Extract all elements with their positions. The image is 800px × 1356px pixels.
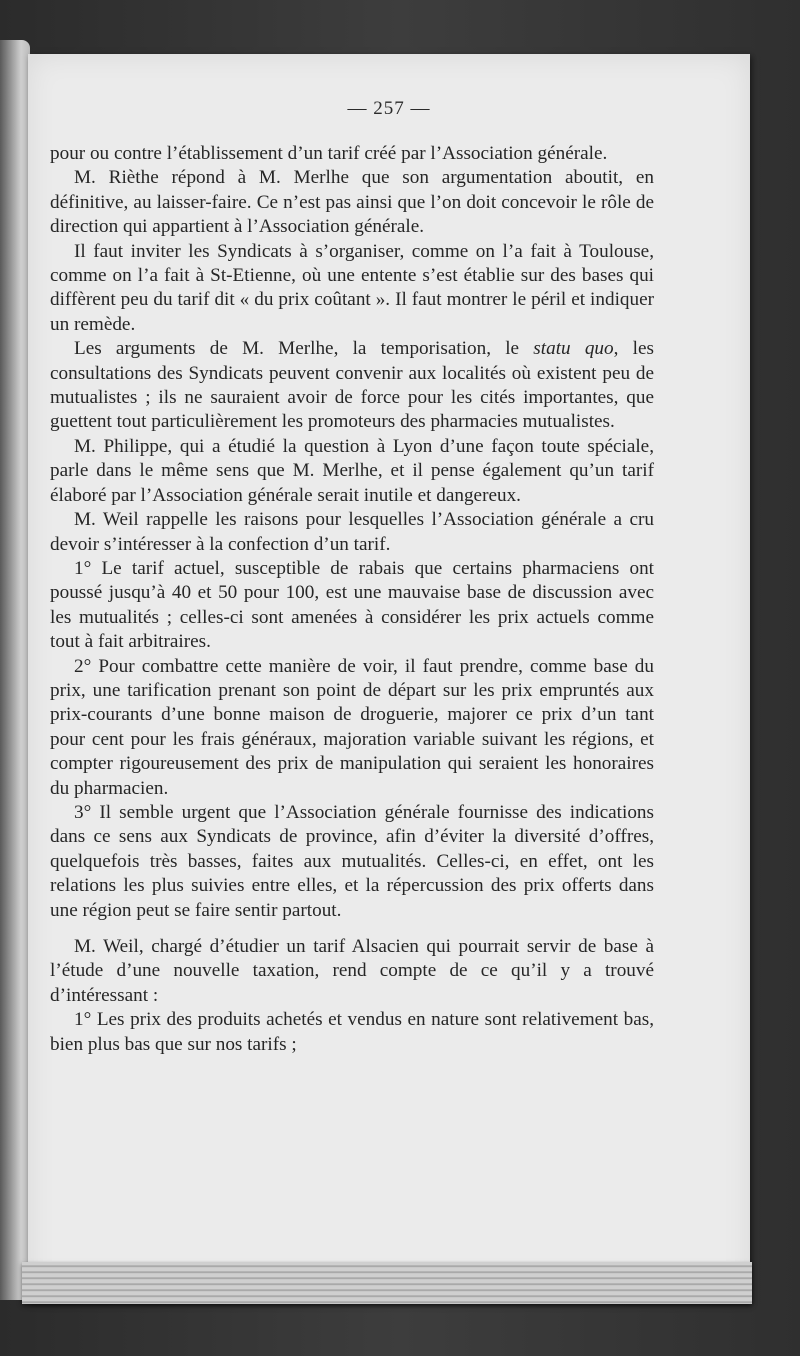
italic-phrase: statu quo <box>533 338 614 360</box>
paragraph: Il faut inviter les Syndicats à s’organiser, comme on l’a fait à Toulouse, comme on l’a fait à St-Etienne, où une entente s’est établie sur des bases qui diffèrent peu du tarif dit « du prix coûtant ». Il faut montrer le péril et indiquer un remède. <box>50 240 654 335</box>
text-segment: , les consultations des Syndicats peuvent convenir aux localités où existent peu de mutualistes ; ils ne sauraient avoir de force pour les cités importantes, que guettent tout particulièrement les promoteurs des pharmacies mutualistes. <box>50 338 654 433</box>
paragraph: 2° Pour combattre cette manière de voir, il faut prendre, comme base du prix, une tarification prenant son point de départ sur les prix empruntés aux prix-courants d’une bonne maison de droguerie, majorer ce prix d’un tant pour cent pour les frais généraux, majoration variable suivant les régions, et compter rigoureusement des prix de manipulation qui seraient les honoraires du pharmacien. <box>50 655 654 799</box>
paragraph-gap <box>50 923 654 935</box>
paragraph: 1° Les prix des produits achetés et vendus en nature sont relativement bas, bien plus bas que sur nos tarifs ; <box>50 1009 654 1055</box>
paragraph: M. Philippe, qui a étudié la question à Lyon d’une façon toute spéciale, parle dans le même sens que M. Merlhe, et il pense également qu’un tarif élaboré par l’Association générale serait inutile et dangereux. <box>50 435 654 506</box>
paragraph <box>50 337 654 435</box>
paragraph: 3° Il semble urgent que l’Association générale fournisse des indications dans ce sens aux Syndicats de province, afin d’éviter la diversité d’offres, quelquefois très basses, faites aux mutualités. Celles-ci, en effet, ont les relations les plus suivies entre elles, et la répercussion des prix offerts dans une région peut se faire sentir partout. <box>50 801 654 921</box>
page-stack-edge <box>22 1262 752 1304</box>
paragraph: 1° Le tarif actuel, susceptible de rabais que certains pharmaciens ont poussé jusqu’à 40 et 50 pour 100, est une mauvaise base de discussion avec les mutualités ; celles-ci sont amenées à considérer les prix actuels comme tout à fait arbitraires. <box>50 557 654 653</box>
paragraph: M. Rièthe répond à M. Merlhe que son argumentation aboutit, en définitive, au laisser-faire. Ce n’est pas ainsi que l’on doit concevoir le rôle de direction qui appartient à l’Association générale. <box>50 167 654 238</box>
paragraph: M. Weil rappelle les raisons pour lesquelles l’Association générale a cru devoir s’intéresser à la confection d’un tarif. <box>50 509 654 555</box>
book-page <box>28 54 750 1302</box>
facing-page-edge <box>0 40 30 1300</box>
paragraph: pour ou contre l’établissement d’un tarif créé par l’Association générale. <box>50 143 608 164</box>
paragraph: M. Weil, chargé d’étudier un tarif Alsacien qui pourrait servir de base à l’étude d’une nouvelle taxation, rend compte de ce qu’il y a trouvé d’intéressant : <box>50 936 654 1006</box>
page-body-text <box>50 142 654 1057</box>
text-segment: Les arguments de M. Merlhe, la temporisation, le <box>74 338 534 360</box>
page-number: — 257 — <box>347 98 431 119</box>
